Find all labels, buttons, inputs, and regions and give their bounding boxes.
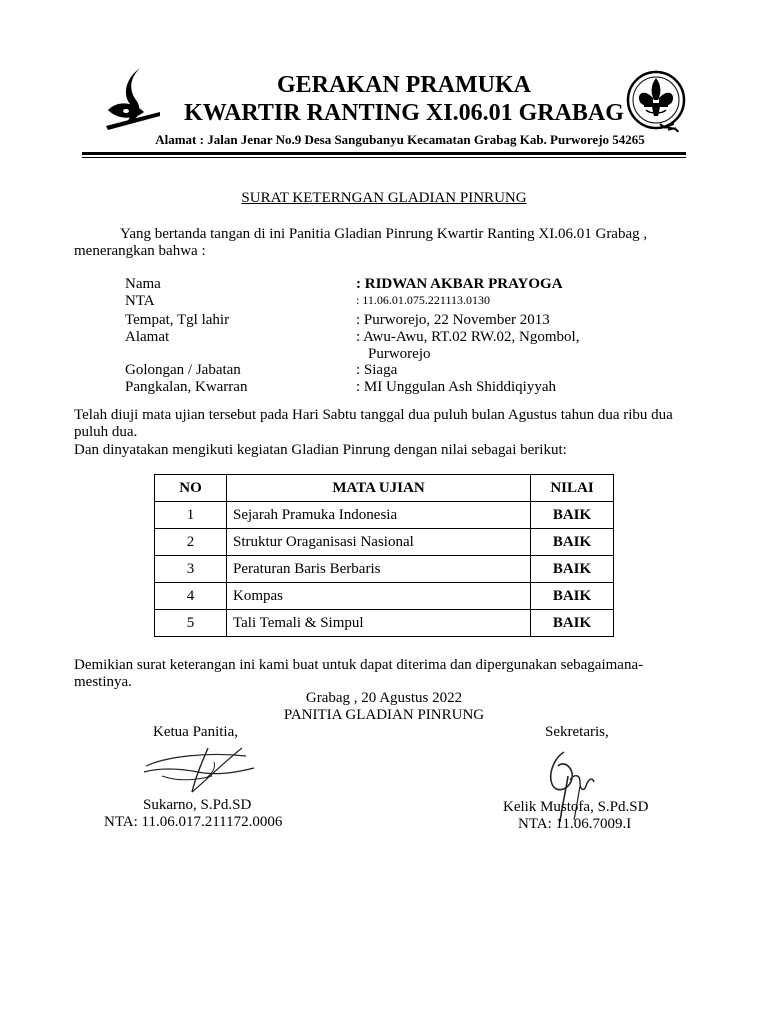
signer-right-nta: NTA: 11.06.7009.I [518, 816, 632, 832]
row-grade: BAIK [531, 610, 614, 637]
header-rule-thin [82, 157, 686, 158]
intro-paragraph: Yang bertanda tangan di ini Panitia Gladian Pinrung Kwartir Ranting XI.06.01 Grabag , menerangkan bahwa : [74, 226, 648, 259]
closing-paragraph: Demikian surat keterangan ini kami buat untuk dapat diterima dan dipergunakan sebagaimana-mestinya. [74, 657, 644, 690]
test-statement: Telah diuji mata ujian tersebut pada Hari Sabtu tanggal dua puluh bulan Agustus tahun dua ribu dua puluh dua. [74, 407, 673, 440]
row-no: 1 [155, 502, 227, 529]
field-value-address-line2: Purworejo [368, 346, 431, 362]
org-branch: KWARTIR RANTING XI.06.01 GRABAG [184, 100, 624, 126]
row-grade: BAIK [531, 556, 614, 583]
field-label-nama: Nama [125, 276, 161, 292]
row-grade: BAIK [531, 502, 614, 529]
grades-table [154, 474, 614, 637]
field-value-nta: : 11.06.01.075.221113.0130 [356, 293, 490, 307]
signer-left-name: Sukarno, S.Pd.SD [143, 797, 252, 813]
header-rule-thick [82, 152, 686, 155]
row-subject: Struktur Oraganisasi Nasional [227, 529, 531, 556]
table-row [155, 502, 614, 529]
signer-right-name: Kelik Mustofa, S.Pd.SD [503, 799, 649, 815]
org-name: GERAKAN PRAMUKA [277, 72, 531, 98]
letter-title: SURAT KETERNGAN GLADIAN PINRUNG [241, 190, 527, 206]
field-label-base: Pangkalan, Kwarran [125, 379, 248, 395]
row-subject: Tali Temali & Simpul [227, 610, 531, 637]
table-row [155, 529, 614, 556]
header-grade: NILAI [531, 475, 614, 502]
signer-left-nta: NTA: 11.06.017.211172.0006 [104, 814, 283, 830]
row-subject: Sejarah Pramuka Indonesia [227, 502, 531, 529]
tunas-kelapa-icon [100, 66, 164, 132]
field-value-base: : MI Unggulan Ash Shiddiqiyyah [356, 379, 557, 395]
committee-name: PANITIA GLADIAN PINRUNG [283, 707, 485, 723]
field-label-nta: NTA [125, 293, 155, 309]
row-subject: Peraturan Baris Berbaris [227, 556, 531, 583]
table-header-row [155, 475, 614, 502]
address-line: Alamat : Jalan Jenar No.9 Desa Sangubanyu Kecamatan Grabag Kab. Purworejo 54265 [155, 132, 645, 147]
header-no: NO [155, 475, 227, 502]
place-date: Grabag , 20 Agustus 2022 [305, 690, 463, 706]
row-no: 3 [155, 556, 227, 583]
field-label-address: Alamat [125, 329, 170, 345]
signer-left-role: Ketua Panitia, [153, 724, 238, 740]
field-value-birth: : Purworejo, 22 November 2013 [356, 312, 550, 328]
header-subject: MATA UJIAN [227, 475, 531, 502]
field-label-birth: Tempat, Tgl lahir [125, 312, 230, 328]
table-row [155, 556, 614, 583]
signature-left [138, 742, 260, 798]
row-no: 2 [155, 529, 227, 556]
signer-right-role: Sekretaris, [545, 724, 609, 740]
scout-emblem-icon [624, 70, 688, 136]
table-row [155, 610, 614, 637]
table-row [155, 583, 614, 610]
field-value-group: : Siaga [356, 362, 398, 378]
row-grade: BAIK [531, 529, 614, 556]
result-statement: Dan dinyatakan mengikuti kegiatan Gladian Pinrung dengan nilai sebagai berikut: [74, 442, 567, 458]
row-no: 5 [155, 610, 227, 637]
field-value-address: : Awu-Awu, RT.02 RW.02, Ngombol, [356, 329, 580, 345]
row-subject: Kompas [227, 583, 531, 610]
field-value-nama: : RIDWAN AKBAR PRAYOGA [356, 276, 563, 292]
field-label-group: Golongan / Jabatan [125, 362, 241, 378]
row-no: 4 [155, 583, 227, 610]
row-grade: BAIK [531, 583, 614, 610]
